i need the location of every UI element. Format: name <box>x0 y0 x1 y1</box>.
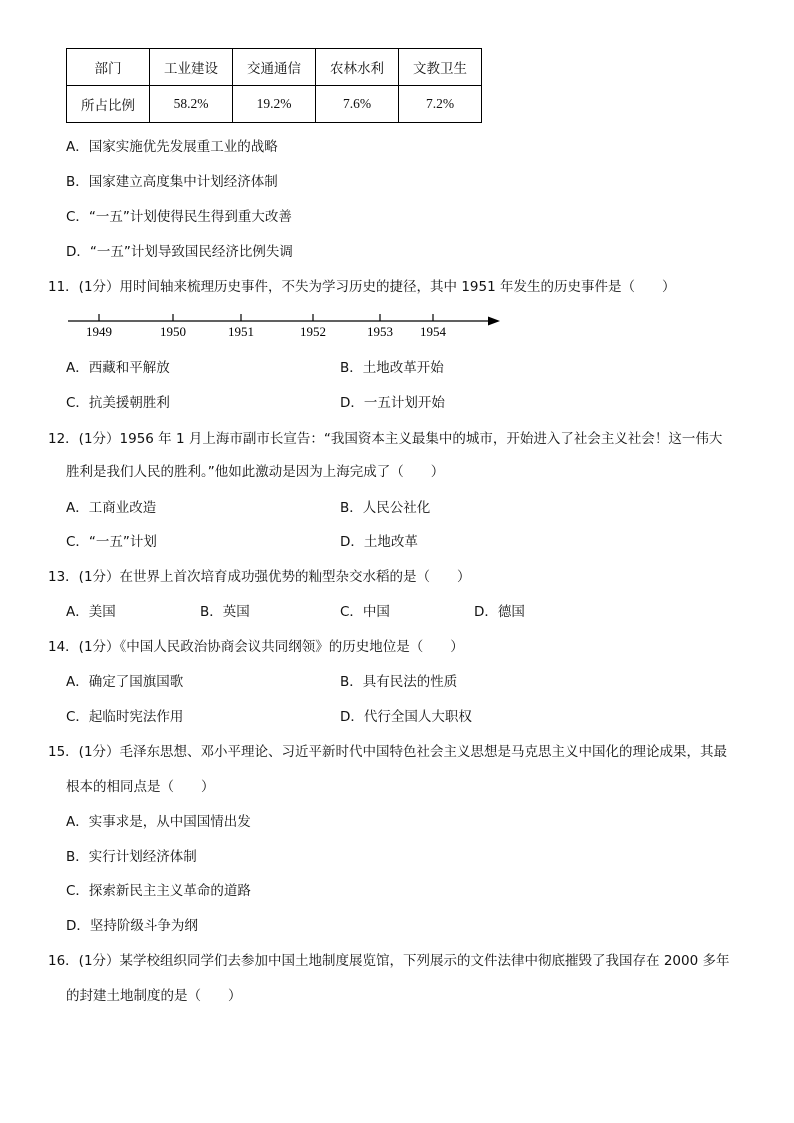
q14-option-b[interactable]: B．具有民法的性质 <box>340 674 458 690</box>
q15-stem-line1: 15．(1分）毛泽东思想、邓小平理论、习近平新时代中国特色社会主义思想是马克思主义中国化的理论成果，其最 <box>48 744 728 760</box>
table-row <box>67 86 482 123</box>
table-cell: 文教卫生 <box>399 49 482 86</box>
q13-stem: 13．(1分）在世界上首次培育成功强优势的籼型杂交水稻的是（ ） <box>48 569 471 585</box>
timeline-label: 1954 <box>420 324 446 339</box>
q10-option-c[interactable]: C．“一五”计划使得民生得到重大改善 <box>66 209 292 225</box>
timeline-label: 1951 <box>228 324 254 339</box>
table-header-row <box>67 49 482 86</box>
q14-option-a[interactable]: A．确定了国旗国歌 <box>66 674 184 690</box>
q10-option-b[interactable]: B．国家建立高度集中计划经济体制 <box>66 174 278 190</box>
table-cell: 部门 <box>67 49 150 86</box>
q12-option-a[interactable]: A．工商业改造 <box>66 500 157 516</box>
q11-option-b[interactable]: B．土地改革开始 <box>340 360 444 376</box>
q10-option-d[interactable]: D．“一五”计划导致国民经济比例失调 <box>66 244 293 260</box>
q13-option-d[interactable]: D．德国 <box>474 604 525 620</box>
q13-option-b[interactable]: B．英国 <box>200 604 250 620</box>
q16-stem-line1: 16．(1分）某学校组织同学们去参加中国土地制度展览馆，下列展示的文件法律中彻底摧毁了我国存在 2000 多年 <box>48 953 730 969</box>
q11-option-a[interactable]: A．西藏和平解放 <box>66 360 170 376</box>
timeline <box>60 308 510 342</box>
q11-option-d[interactable]: D．一五计划开始 <box>340 395 445 411</box>
timeline-label: 1949 <box>86 324 112 339</box>
q11-option-c[interactable]: C．抗美援朝胜利 <box>66 395 170 411</box>
q15-option-a[interactable]: A．实事求是，从中国国情出发 <box>66 814 251 830</box>
q15-option-c[interactable]: C．探索新民主主义革命的道路 <box>66 883 251 899</box>
table-cell: 58.2% <box>150 86 233 123</box>
q12-option-c[interactable]: C．“一五”计划 <box>66 534 157 550</box>
table-cell: 7.6% <box>316 86 399 123</box>
q14-option-d[interactable]: D．代行全国人大职权 <box>340 709 472 725</box>
q10-option-a[interactable]: A．国家实施优先发展重工业的战略 <box>66 139 278 155</box>
investment-table <box>66 48 482 123</box>
q15-stem-line2: 根本的相同点是（ ） <box>66 779 215 795</box>
q13-option-a[interactable]: A．美国 <box>66 604 116 620</box>
q12-option-b[interactable]: B．人民公社化 <box>340 500 431 516</box>
table-cell: 7.2% <box>399 86 482 123</box>
q14-stem: 14．(1分）《中国人民政治协商会议共同纲领》的历史地位是（ ） <box>48 639 464 655</box>
table-cell: 19.2% <box>233 86 316 123</box>
q12-stem-line2: 胜利是我们人民的胜利。”他如此激动是因为上海完成了（ ） <box>66 464 445 480</box>
table-cell: 交通通信 <box>233 49 316 86</box>
table-cell: 工业建设 <box>150 49 233 86</box>
q12-option-d[interactable]: D．土地改革 <box>340 534 418 550</box>
q12-stem-line1: 12．(1分）1956 年 1 月上海市副市长宣告：“我国资本主义最集中的城市，开始进入了社会主义社会！这一伟大 <box>48 431 723 447</box>
timeline-label: 1952 <box>300 324 326 339</box>
timeline-arrow-icon <box>488 317 500 326</box>
q16-stem-line2: 的封建土地制度的是（ ） <box>66 988 242 1004</box>
table-cell: 所占比例 <box>67 86 150 123</box>
timeline-label: 1950 <box>160 324 186 339</box>
q13-option-c[interactable]: C．中国 <box>340 604 390 620</box>
timeline-label: 1953 <box>367 324 393 339</box>
q15-option-d[interactable]: D．坚持阶级斗争为纲 <box>66 918 198 934</box>
q15-option-b[interactable]: B．实行计划经济体制 <box>66 849 197 865</box>
q11-stem: 11．(1分）用时间轴来梳理历史事件，不失为学习历史的捷径，其中 1951 年发生的历史事件是（ ） <box>48 279 676 295</box>
table-cell: 农林水利 <box>316 49 399 86</box>
q14-option-c[interactable]: C．起临时宪法作用 <box>66 709 184 725</box>
